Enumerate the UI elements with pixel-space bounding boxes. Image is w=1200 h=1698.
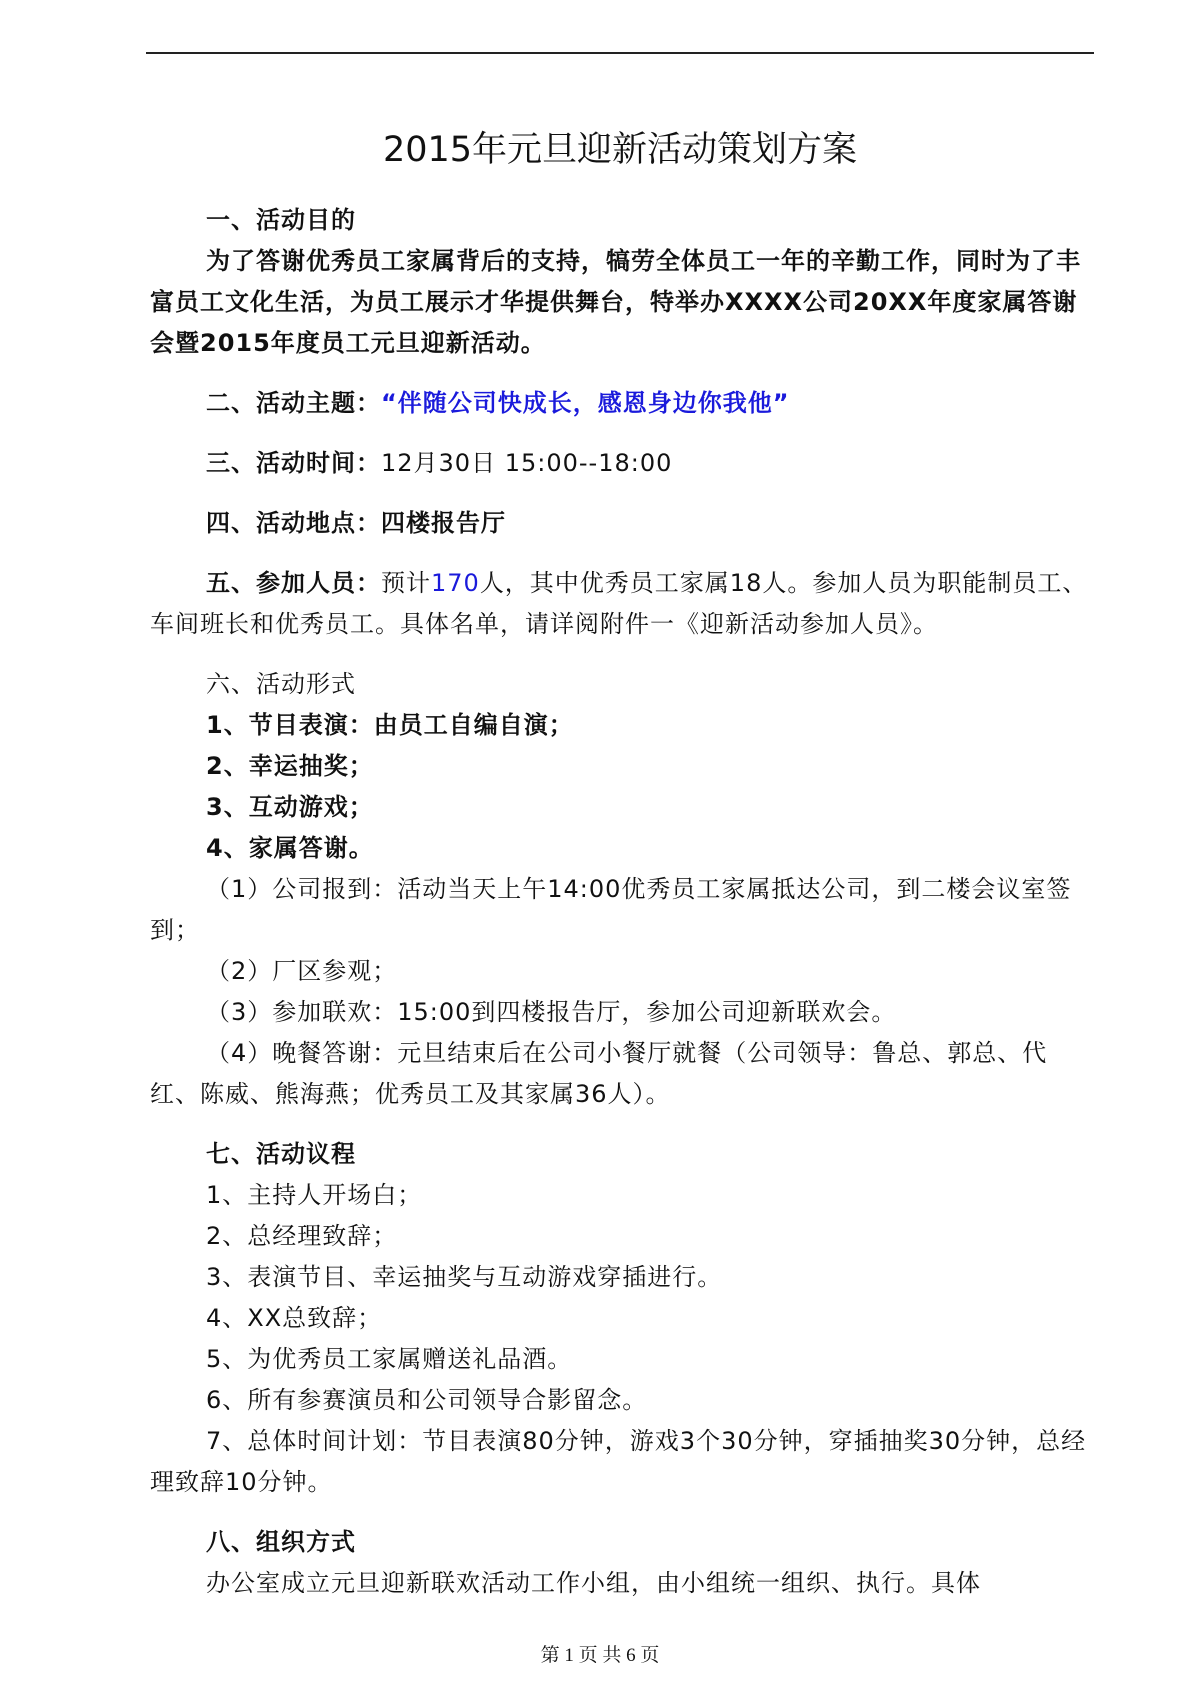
page-number: 第 1 页 共 6 页 <box>540 1645 660 1666</box>
form-item: 3、互动游戏； <box>206 793 374 821</box>
activity-time: 12月30日 15:00--18:00 <box>381 449 673 477</box>
section-8-heading: 八、组织方式 <box>206 1528 356 1556</box>
form-item: 1、节目表演：由员工自编自演； <box>206 711 574 739</box>
agenda-item: 4、XX总致辞； <box>206 1304 383 1332</box>
document-body <box>150 200 1094 1604</box>
agenda-item: 1、主持人开场白； <box>206 1181 423 1209</box>
section-3-line <box>150 443 1094 484</box>
section-4-heading: 四、活动地点： <box>206 509 381 537</box>
form-sub-item: （3）参加联欢：15:00到四楼报告厅，参加公司迎新联欢会。 <box>206 998 897 1026</box>
participants-count: 170 <box>431 569 480 597</box>
section-5-heading: 五、参加人员： <box>206 569 381 597</box>
section-7-heading: 七、活动议程 <box>206 1140 356 1168</box>
section-2-heading: 二、活动主题： <box>206 389 381 417</box>
section-3-heading: 三、活动时间： <box>206 449 381 477</box>
agenda-item: 7、总体时间计划：节目表演80分钟，游戏3个30分钟，穿插抽奖30分钟，总经理致辞10分钟。 <box>150 1427 1087 1496</box>
agenda-item: 5、为优秀员工家属赠送礼品酒。 <box>206 1345 573 1373</box>
section-2-line <box>150 383 1094 424</box>
document-title: 2015年元旦迎新活动策划方案 <box>382 130 858 170</box>
section-1-heading: 一、活动目的 <box>206 206 356 234</box>
agenda-item: 3、表演节目、幸运抽奖与互动游戏穿插进行。 <box>206 1263 723 1291</box>
activity-location: 四楼报告厅 <box>381 509 506 537</box>
activity-theme: “伴随公司快成长，感恩身边你我他” <box>381 389 790 417</box>
form-sub-item: （2）厂区参观； <box>206 957 398 985</box>
section-4-line <box>150 503 1094 544</box>
section-6-heading: 六、活动形式 <box>206 670 356 698</box>
agenda-item: 2、总经理致辞； <box>206 1222 398 1250</box>
form-item: 2、幸运抽奖； <box>206 752 374 780</box>
header-rule <box>146 52 1094 54</box>
section-5-line <box>150 563 1094 645</box>
section-8-body: 办公室成立元旦迎新联欢活动工作小组，由小组统一组织、执行。具体 <box>206 1569 981 1597</box>
agenda-item: 6、所有参赛演员和公司领导合影留念。 <box>206 1386 648 1414</box>
form-item: 4、家属答谢。 <box>206 834 374 862</box>
participants-detail: 人，其中优秀员工家属18人。参加人员为职能制员工、车间班长和优秀员工。具体名单，请详阅附件一《迎新活动参加人员》。 <box>150 569 1088 638</box>
section-1-body: 为了答谢优秀员工家属背后的支持，犒劳全体员工一年的辛勤工作，同时为了丰富员工文化生活，为员工展示才华提供舞台，特举办XXXX公司20XX年度家属答谢会暨2015年度员工元旦迎新活动。 <box>150 247 1081 357</box>
form-sub-item: （4）晚餐答谢：元旦结束后在公司小餐厅就餐（公司领导：鲁总、郭总、代红、陈威、熊海燕；优秀员工及其家属36人）。 <box>150 1039 1048 1108</box>
participants-pre: 预计 <box>381 569 431 597</box>
form-sub-item: （1）公司报到：活动当天上午14:00优秀员工家属抵达公司，到二楼会议室签到； <box>150 875 1072 944</box>
